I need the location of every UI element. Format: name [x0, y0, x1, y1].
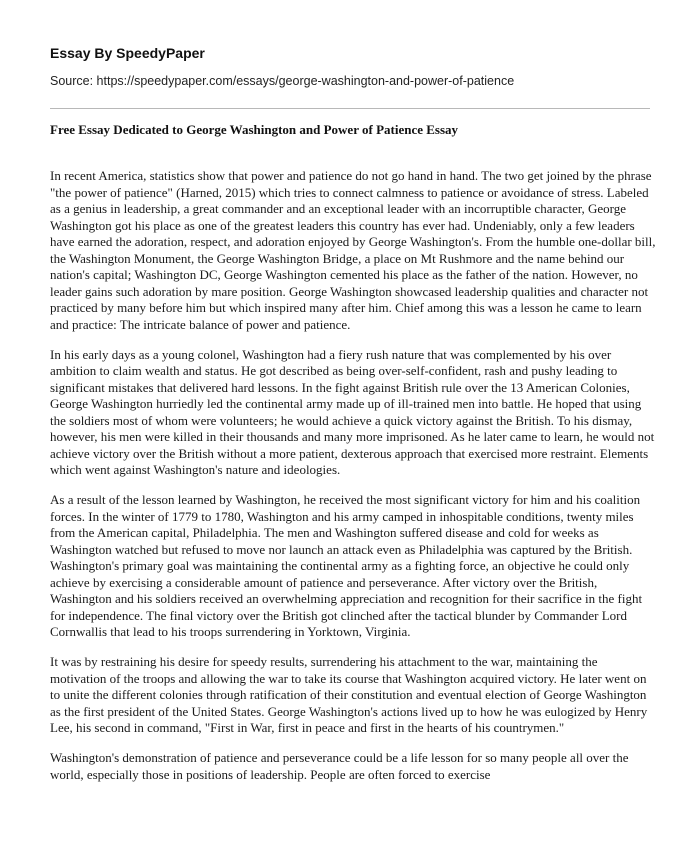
essay-title: Free Essay Dedicated to George Washington and Power of Patience Essay: [50, 122, 459, 137]
document-header-title: Essay By SpeedyPaper: [50, 45, 205, 61]
essay-paragraph: As a result of the lesson learned by Washington, he received the most significant victory for him and his coalition forces. In the winter of 1779 to 1780, Washington and his army camped in inhospitable conditions, twenty miles from the American capital, Philadelphia. The men and Washington suffered disease and cold for weeks as Washington watched but refused to move nor launch an attack even as Philadelphia was captured by the British. Washington's primary goal was maintaining the continental army as a fighting force, an objective he could only achieve by exercising a considerable amount of patience and perseverance. After victory over the British, Washington and his soldiers received an overwhelming appreciation and recognition for their sacrifice in the fight for independence. The final victory over the British got clinched after the tactical blunder by Commander Lord Cornwallis that lead to his troops surrendering in Yorktown, Virginia.: [50, 492, 643, 639]
header-divider: [50, 108, 650, 109]
essay-body: [50, 168, 656, 797]
essay-paragraph: Washington's demonstration of patience and perseverance could be a life lesson for so many people all over the world, especially those in positions of leadership. People are often forced to exercise: [50, 750, 629, 782]
essay-paragraph: It was by restraining his desire for speedy results, surrendering his attachment to the war, maintaining the motivation of the troops and allowing the war to take its course that Washington acquired victory. He later went on to unite the different colonies through ratification of their constitution and eventual election of George Washington as the first president of the United States. George Washington's actions lived up to how he was eulogized by Henry Lee, his second in command, "First in War, first in peace and first in the hearts of his countrymen.": [50, 654, 648, 735]
essay-paragraph: In recent America, statistics show that power and patience do not go hand in hand. The two get joined by the phrase "the power of patience" (Harned, 2015) which tries to connect calmness to patience or avoidance of stress. Labeled as a genius in leadership, a great commander and an exceptional leader with an incorruptible character, George Washington got his place as one of the greatest leaders this country has ever had. Undeniably, only a few leaders have earned the adoration, respect, and adoration enjoyed by George Washington's. From the humble one-dollar bill, the Washington Monument, the George Washington Bridge, a place on Mt Rushmore and the name behind our nation's capital; Washington DC, George Washington cemented his place as the father of the nation. However, no leader gains such adoration by mare position. George Washington showcased leadership qualities and character not practiced by many before him but which inspired many after him. Chief among this was a lesson he came to learn and practice: The intricate balance of power and patience.: [50, 168, 656, 332]
essay-paragraph: In his early days as a young colonel, Washington had a fiery rush nature that was complemented by his over ambition to claim wealth and status. He got described as being over-self-confident, rash and pushy leading to significant mistakes that delivered hard lessons. In the fight against British rule over the 13 American Colonies, George Washington hurriedly led the continental army made up of ill-trained men into battle. He hoped that using the soldiers most of whom were volunteers; he would achieve a quick victory against the British. To his dismay, however, his men were killed in their thousands and many more imprisoned. As he later came to learn, he would not achieve victory over the British without a more patient, dexterous approach that exercised more restraint. Elements which went against Washington's nature and ideologies.: [50, 346, 655, 477]
source-line: Source: https://speedypaper.com/essays/george-washington-and-power-of-patience: [50, 74, 515, 88]
